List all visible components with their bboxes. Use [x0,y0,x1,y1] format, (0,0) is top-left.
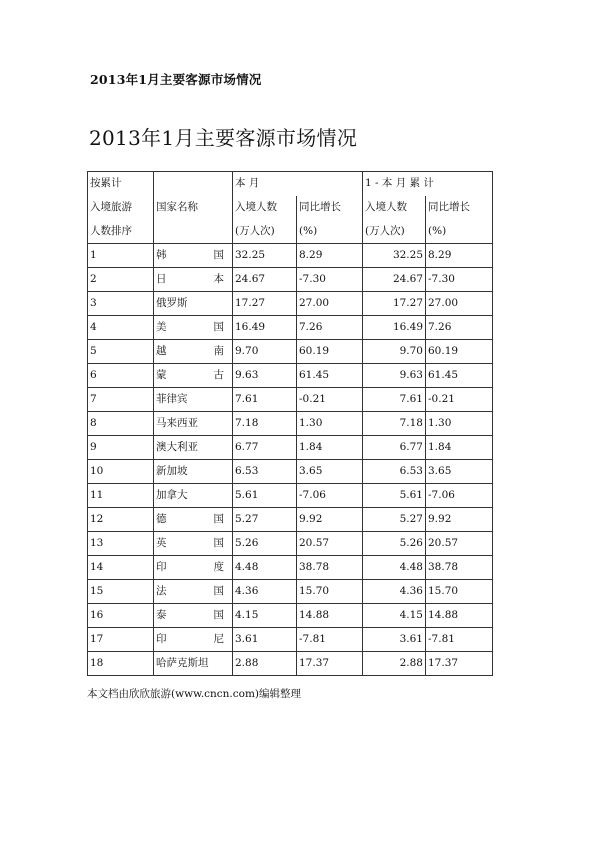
country-cell: 蒙 古 [154,364,233,388]
ytd-growth-cell: 7.26 [426,316,493,340]
rank-cell: 12 [88,508,154,532]
country-cell: 泰 国 [154,604,233,628]
country-cell: 韩 国 [154,244,233,268]
month-growth-cell: 8.29 [297,244,363,268]
ytd-arrivals-cell: 5.61 [363,484,426,508]
ytd-growth-cell: 1.30 [426,412,493,436]
rank-cell: 2 [88,268,154,292]
ytd-unit-header: (万人次) [363,220,426,244]
ytd-growth-cell: 27.00 [426,292,493,316]
ytd-arrivals-cell: 7.18 [363,412,426,436]
ytd-arrivals-header: 入境人数 [363,196,426,220]
ytd-arrivals-cell: 4.36 [363,580,426,604]
country-cell: 德 国 [154,508,233,532]
month-arrivals-cell: 16.49 [233,316,297,340]
ytd-growth-cell: 9.92 [426,508,493,532]
rank-header-line1: 按累计 [88,172,154,196]
table-header-row [88,220,493,244]
ytd-growth-cell: 60.19 [426,340,493,364]
month-unit-header: (万人次) [233,220,297,244]
ytd-growth-header: 同比增长 [426,196,493,220]
table-row [88,316,493,340]
country-cell: 美 国 [154,316,233,340]
rank-cell: 4 [88,316,154,340]
ytd-arrivals-cell: 4.48 [363,556,426,580]
table-row [88,508,493,532]
month-growth-cell: 15.70 [297,580,363,604]
ytd-arrivals-cell: 7.61 [363,388,426,412]
ytd-growth-cell: -7.81 [426,628,493,652]
table-row [88,388,493,412]
month-arrivals-cell: 5.26 [233,532,297,556]
month-growth-cell: -0.21 [297,388,363,412]
source-footer: 本文档由欣欣旅游(www.cncn.com)编辑整理 [87,688,302,700]
rank-cell: 18 [88,652,154,676]
month-growth-cell: -7.06 [297,484,363,508]
month-growth-header: 同比增长 [297,196,363,220]
month-growth-cell: 1.30 [297,412,363,436]
ytd-growth-cell: -0.21 [426,388,493,412]
month-growth-cell: 61.45 [297,364,363,388]
ytd-pct-header: (%) [426,220,493,244]
ytd-arrivals-cell: 32.25 [363,244,426,268]
table-row [88,556,493,580]
month-growth-cell: 17.37 [297,652,363,676]
table-row [88,628,493,652]
tourism-market-table [87,171,493,676]
month-arrivals-cell: 7.61 [233,388,297,412]
page-heading: 2013年1月主要客源市场情况 [90,72,262,87]
month-group-header: 本 月 [233,172,363,196]
ytd-arrivals-cell: 6.77 [363,436,426,460]
ytd-arrivals-cell: 5.27 [363,508,426,532]
month-arrivals-cell: 6.53 [233,460,297,484]
document-title: 2013年1月主要客源市场情况 [89,126,358,150]
ytd-growth-cell: 17.37 [426,652,493,676]
ytd-arrivals-cell: 17.27 [363,292,426,316]
country-header-blank [154,220,233,244]
table-row [88,244,493,268]
month-growth-cell: 20.57 [297,532,363,556]
rank-cell: 16 [88,604,154,628]
table-row [88,292,493,316]
month-growth-cell: -7.81 [297,628,363,652]
country-cell: 印 尼 [154,628,233,652]
country-cell: 澳大利亚 [154,436,233,460]
table-row [88,580,493,604]
rank-cell: 10 [88,460,154,484]
ytd-arrivals-cell: 6.53 [363,460,426,484]
ytd-arrivals-cell: 4.15 [363,604,426,628]
table-row [88,268,493,292]
month-growth-cell: 3.65 [297,460,363,484]
ytd-group-header: 1 - 本 月 累 计 [363,172,493,196]
month-pct-header: (%) [297,220,363,244]
rank-cell: 8 [88,412,154,436]
country-cell: 越 南 [154,340,233,364]
table-row [88,484,493,508]
month-growth-cell: 60.19 [297,340,363,364]
ytd-growth-cell: 3.65 [426,460,493,484]
month-arrivals-cell: 5.27 [233,508,297,532]
month-arrivals-cell: 5.61 [233,484,297,508]
table-row [88,532,493,556]
rank-cell: 6 [88,364,154,388]
table-header-row [88,172,493,196]
month-arrivals-cell: 2.88 [233,652,297,676]
ytd-growth-cell: 61.45 [426,364,493,388]
month-growth-cell: -7.30 [297,268,363,292]
table-row [88,652,493,676]
ytd-arrivals-cell: 5.26 [363,532,426,556]
month-arrivals-cell: 9.63 [233,364,297,388]
month-arrivals-header: 入境人数 [233,196,297,220]
country-header-blank [154,172,233,196]
ytd-growth-cell: 8.29 [426,244,493,268]
ytd-growth-cell: 15.70 [426,580,493,604]
month-growth-cell: 7.26 [297,316,363,340]
rank-header-line3: 人数排序 [88,220,154,244]
table-row [88,412,493,436]
month-arrivals-cell: 32.25 [233,244,297,268]
rank-cell: 5 [88,340,154,364]
ytd-growth-cell: -7.06 [426,484,493,508]
month-growth-cell: 9.92 [297,508,363,532]
ytd-arrivals-cell: 9.63 [363,364,426,388]
table-row [88,460,493,484]
rank-cell: 9 [88,436,154,460]
month-arrivals-cell: 3.61 [233,628,297,652]
table-header-row [88,196,493,220]
country-cell: 新加坡 [154,460,233,484]
country-cell: 加拿大 [154,484,233,508]
month-growth-cell: 14.88 [297,604,363,628]
table-row [88,604,493,628]
ytd-growth-cell: 1.84 [426,436,493,460]
rank-cell: 11 [88,484,154,508]
rank-cell: 14 [88,556,154,580]
month-arrivals-cell: 7.18 [233,412,297,436]
country-cell: 哈萨克斯坦 [154,652,233,676]
ytd-growth-cell: -7.30 [426,268,493,292]
ytd-arrivals-cell: 24.67 [363,268,426,292]
table-row [88,340,493,364]
country-cell: 法 国 [154,580,233,604]
month-arrivals-cell: 4.15 [233,604,297,628]
month-arrivals-cell: 4.48 [233,556,297,580]
month-arrivals-cell: 4.36 [233,580,297,604]
ytd-growth-cell: 14.88 [426,604,493,628]
country-name-header: 国家名称 [154,196,233,220]
country-cell: 英 国 [154,532,233,556]
rank-cell: 3 [88,292,154,316]
ytd-arrivals-cell: 2.88 [363,652,426,676]
ytd-arrivals-cell: 9.70 [363,340,426,364]
month-arrivals-cell: 9.70 [233,340,297,364]
month-growth-cell: 1.84 [297,436,363,460]
rank-cell: 7 [88,388,154,412]
month-arrivals-cell: 6.77 [233,436,297,460]
country-cell: 俄罗斯 [154,292,233,316]
rank-cell: 1 [88,244,154,268]
rank-cell: 13 [88,532,154,556]
ytd-arrivals-cell: 3.61 [363,628,426,652]
rank-header-line2: 入境旅游 [88,196,154,220]
rank-cell: 17 [88,628,154,652]
ytd-growth-cell: 38.78 [426,556,493,580]
country-cell: 日 本 [154,268,233,292]
month-growth-cell: 27.00 [297,292,363,316]
table-row [88,364,493,388]
country-cell: 马来西亚 [154,412,233,436]
month-arrivals-cell: 24.67 [233,268,297,292]
rank-cell: 15 [88,580,154,604]
country-cell: 印 度 [154,556,233,580]
month-arrivals-cell: 17.27 [233,292,297,316]
ytd-growth-cell: 20.57 [426,532,493,556]
month-growth-cell: 38.78 [297,556,363,580]
table-row [88,436,493,460]
country-cell: 菲律宾 [154,388,233,412]
ytd-arrivals-cell: 16.49 [363,316,426,340]
